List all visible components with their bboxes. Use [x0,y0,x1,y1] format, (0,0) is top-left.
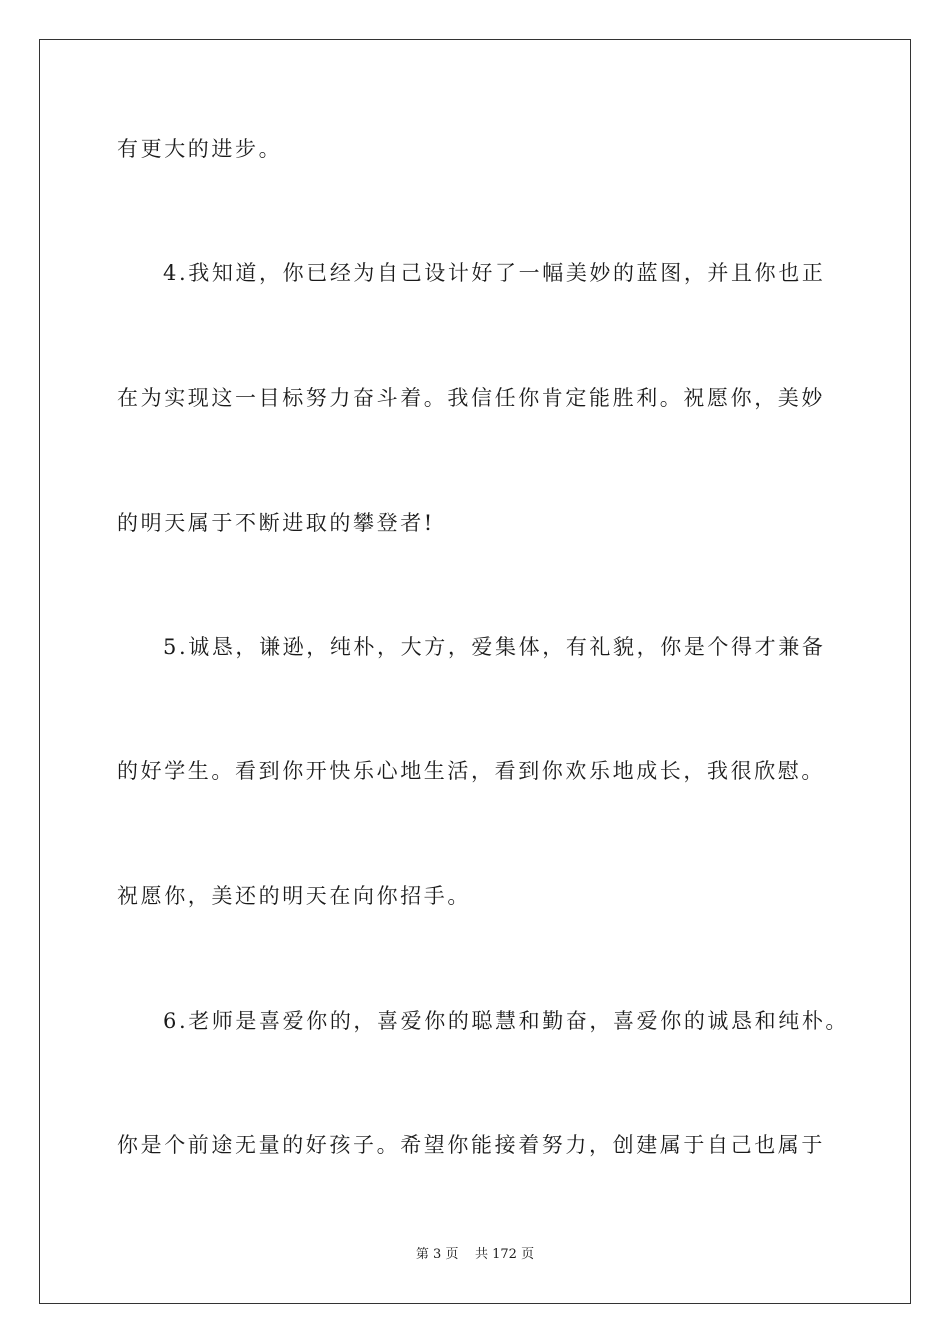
page-border [39,39,911,1304]
text-line-1: 有更大的进步。 [117,137,283,161]
text-line-9: 你是个前途无量的好孩子。希望你能接着努力，创建属于自己也属于 [117,1133,825,1157]
text-line-4: 的明天属于不断进取的攀登者! [117,511,435,535]
text-line-3: 在为实现这一目标努力奋斗着。我信任你肯定能胜利。祝愿你，美妙 [117,386,825,410]
text-line-2: 4.我知道，你已经为自己设计好了一幅美妙的蓝图，并且你也正 [163,261,826,285]
text-line-5: 5.诚恳，谦逊，纯朴，大方，爱集体，有礼貌，你是个得才兼备 [163,635,826,659]
text-line-6: 的好学生。看到你开快乐心地生活，看到你欢乐地成长，我很欣慰。 [117,759,825,783]
text-line-8: 6.老师是喜爱你的，喜爱你的聪慧和勤奋，喜爱你的诚恳和纯朴。 [163,1009,850,1033]
text-line-7: 祝愿你，美还的明天在向你招手。 [117,884,471,908]
page-number-footer: 第 3 页 共 172 页 [415,1247,535,1262]
